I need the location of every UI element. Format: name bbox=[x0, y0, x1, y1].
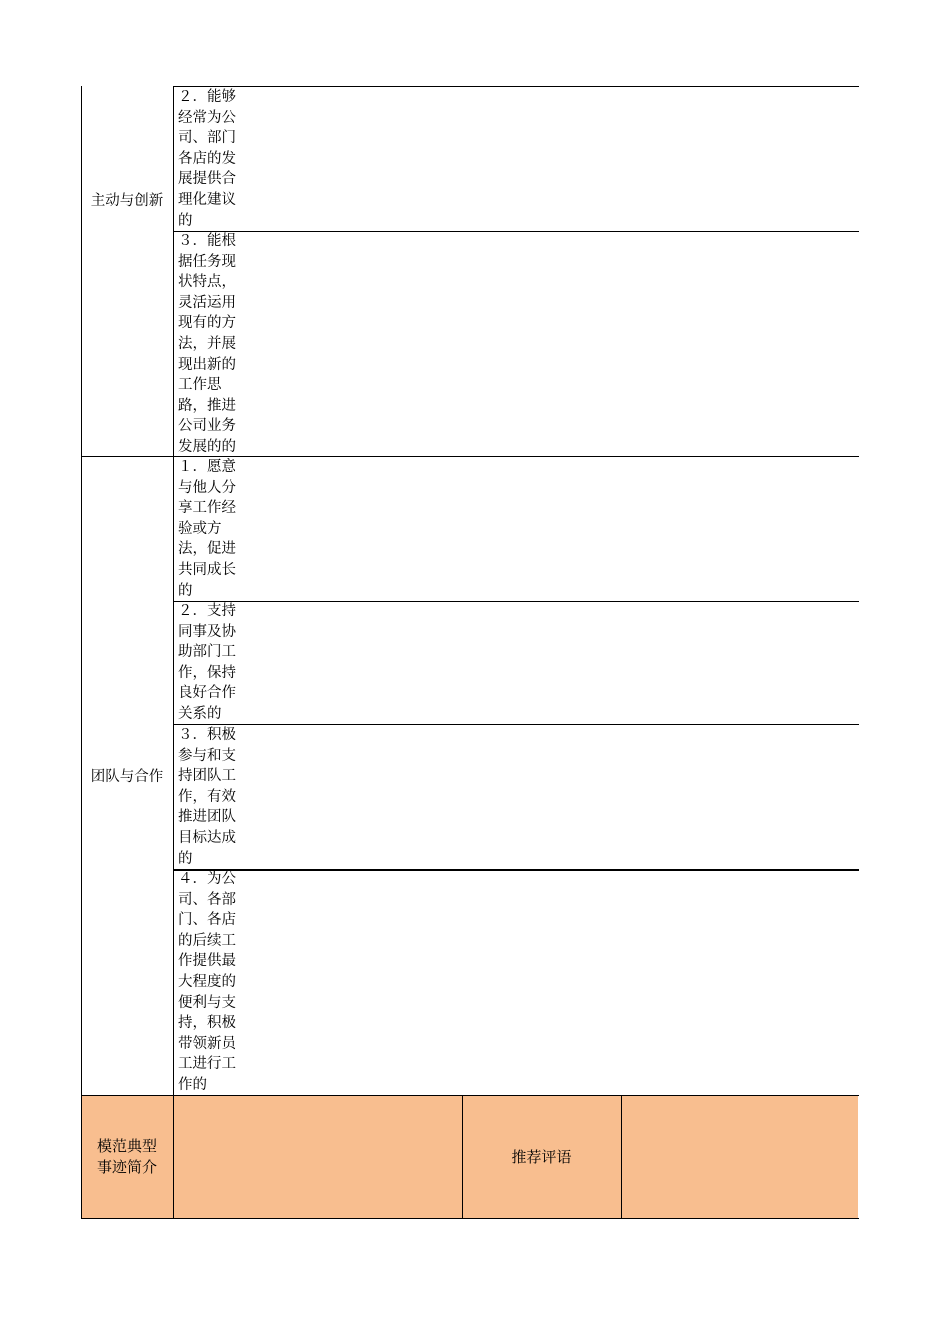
row-divider bbox=[173, 869, 859, 871]
criteria-line: 作的 bbox=[178, 1076, 207, 1093]
criteria-line: 参与和支 bbox=[178, 747, 236, 764]
column-divider bbox=[621, 1095, 622, 1219]
model-deeds-label bbox=[81, 1136, 173, 1178]
criteria-line: 的 bbox=[178, 850, 193, 867]
criteria-line: 的 bbox=[178, 212, 193, 229]
criteria-line: 目标达成 bbox=[178, 829, 236, 846]
criteria-line: 与他人分 bbox=[178, 479, 236, 496]
criteria-line: 推进团队 bbox=[178, 809, 236, 826]
criteria-line: 带领新员 bbox=[178, 1035, 236, 1052]
table-border-left bbox=[81, 86, 82, 1219]
criteria-line: ２．支持 bbox=[178, 603, 236, 619]
criteria-line: ３．能根 bbox=[178, 233, 236, 249]
criteria-line: １．愿意 bbox=[178, 459, 236, 475]
criteria-line: 法，促进 bbox=[178, 541, 236, 558]
model-deeds-label-line1: 模范典型 bbox=[96, 1137, 157, 1155]
criteria-line: 状特点， bbox=[178, 274, 236, 291]
criteria-line: 良好合作 bbox=[178, 685, 236, 702]
criteria-line: 展提供合 bbox=[178, 171, 236, 188]
row-divider bbox=[173, 601, 859, 602]
criteria-line: 作，保持 bbox=[178, 664, 236, 681]
criteria-line: 理化建议 bbox=[178, 191, 236, 208]
criteria-item bbox=[178, 87, 246, 231]
criteria-line: 经常为公 bbox=[178, 109, 236, 126]
criteria-line: 助部门工 bbox=[178, 644, 236, 661]
criteria-line: 作，有效 bbox=[178, 788, 236, 805]
criteria-line: 发展的的 bbox=[178, 438, 236, 455]
criteria-item bbox=[178, 869, 246, 1096]
criteria-line: 同事及协 bbox=[178, 623, 236, 640]
criteria-line: 司、部门 bbox=[178, 130, 236, 147]
row-divider bbox=[173, 724, 859, 725]
criteria-line: 工作思 bbox=[178, 377, 222, 394]
criteria-line: 便利与支 bbox=[178, 994, 236, 1011]
criteria-line: 的后续工 bbox=[178, 932, 236, 949]
criteria-line: 灵活运用 bbox=[178, 294, 236, 311]
criteria-line: 各店的发 bbox=[178, 150, 236, 167]
criteria-line: 持，积极 bbox=[178, 1015, 236, 1032]
criteria-line: 法，并展 bbox=[178, 335, 236, 352]
model-deeds-label-line2: 事迹简介 bbox=[96, 1158, 157, 1176]
criteria-line: ２．能够 bbox=[178, 89, 236, 105]
column-divider bbox=[173, 86, 174, 1219]
criteria-line: ４．为公 bbox=[178, 871, 236, 887]
criteria-item bbox=[178, 457, 246, 601]
row-divider bbox=[173, 231, 859, 232]
criteria-line: 工进行工 bbox=[178, 1056, 236, 1073]
criteria-item bbox=[178, 601, 246, 725]
criteria-line: 现出新的 bbox=[178, 356, 236, 373]
recommend-comment-label: 推荐评语 bbox=[511, 1148, 572, 1166]
criteria-line: 路，推进 bbox=[178, 397, 236, 414]
criteria-line: 的 bbox=[178, 582, 193, 599]
criteria-line: 作提供最 bbox=[178, 953, 236, 970]
criteria-line: 现有的方 bbox=[178, 315, 236, 332]
table-border-bottom bbox=[81, 1218, 859, 1219]
criteria-item bbox=[178, 725, 246, 869]
criteria-line: 关系的 bbox=[178, 705, 222, 722]
category-initiative-innovation: 主动与创新 bbox=[90, 193, 164, 209]
criteria-item bbox=[178, 231, 246, 458]
criteria-line: 持团队工 bbox=[178, 768, 236, 785]
criteria-line: 享工作经 bbox=[178, 500, 236, 517]
category-teamwork-cooperation: 团队与合作 bbox=[90, 769, 164, 785]
criteria-line: 验或方 bbox=[178, 520, 222, 537]
criteria-line: 公司业务 bbox=[178, 418, 236, 435]
criteria-line: 司、各部 bbox=[178, 891, 236, 908]
table-border-top bbox=[173, 86, 859, 87]
criteria-line: 门、各店 bbox=[178, 912, 236, 929]
criteria-line: ３．积极 bbox=[178, 727, 236, 743]
criteria-line: 共同成长 bbox=[178, 561, 236, 578]
criteria-line: 大程度的 bbox=[178, 973, 236, 990]
criteria-line: 据任务现 bbox=[178, 253, 236, 270]
